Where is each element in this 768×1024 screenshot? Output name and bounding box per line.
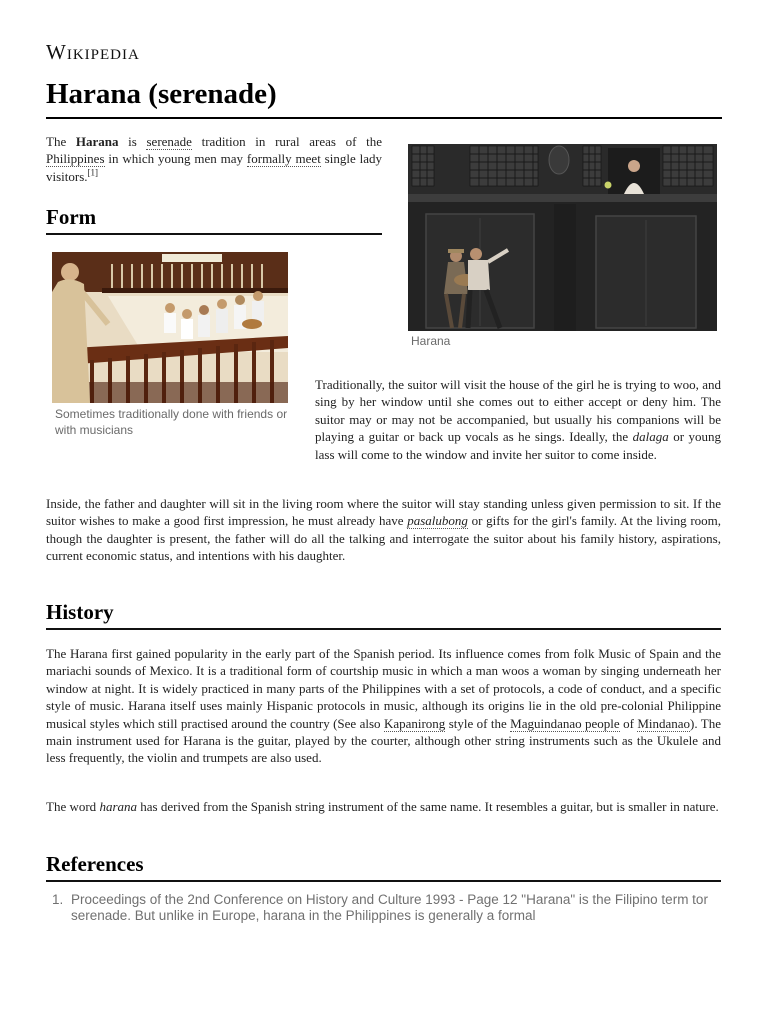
page-title: Harana (serenade) — [46, 78, 277, 110]
history-text: of — [619, 715, 638, 731]
history-text: The Harana first gained popularity in the early part of the Spanish period. Its influence comes from folk Music of Spain and the mariachi sounds of Mexico. It is a traditional form of courtship music in which a man woos a woman by singing underneath her window at night. It is widely practiced in many parts of the Philippines with a set of protocols, a code of conduct, and a specific style of music. Harana itself uses mainly Hispanic protocols in music, although its origins lie in the old pre-colonial Philippine musical styles which still practised around the country (See also — [46, 646, 721, 731]
link-formally-meet[interactable]: formally meet — [246, 151, 321, 167]
intro-text: The — [46, 134, 76, 149]
form-text: Inside, the father and daughter will sit in the living room where the suitor will stay standing unless given permission to sit. If the suitor wishes to make a good first impression, he must already have — [46, 496, 721, 529]
wikipedia-wordmark[interactable]: Wikipedia — [46, 40, 140, 64]
link-philippines[interactable]: Philippines — [46, 151, 105, 167]
harana-image[interactable] — [408, 144, 717, 331]
history-text: The word — [46, 799, 100, 814]
form-paragraph-2-block — [46, 495, 721, 565]
history-emphasis: harana — [99, 799, 137, 814]
history-paragraph-2-block — [46, 798, 721, 815]
link-pasalubong[interactable]: pasalubong — [407, 513, 468, 529]
reference-number: 1. — [52, 892, 64, 907]
form-text: or young lass will come to the window and invite her suitor to come inside. — [315, 429, 721, 462]
heading-form: Form — [46, 205, 97, 229]
reference-marker[interactable]: [1] — [87, 167, 99, 178]
references-list — [46, 892, 722, 924]
link-maguindanao-people[interactable]: Maguindanao people — [510, 715, 620, 731]
form-paragraph-2 — [46, 495, 721, 565]
intro-bold-term: Harana — [75, 134, 119, 149]
form-emphasis: dalaga — [632, 429, 669, 445]
intro-text: in which young men may — [104, 151, 247, 167]
history-text: ). The main instrument used for Harana is the guitar, played by the courter, although other string instruments such as the Ukulele and less frequently, the violin and trumpets are also used. — [46, 715, 721, 766]
history-paragraph-1-block — [46, 645, 721, 767]
link-serenade[interactable]: serenade — [146, 134, 192, 149]
form-text: or gifts for the girl's family. At the living room, though the daughter is present, the father will do all the talking and interrogate the suitor about his family history, aspirations, current economic status, and intentions with his daughter. — [46, 513, 722, 564]
form-paragraph-1-block — [315, 376, 721, 463]
reference-item — [46, 892, 722, 924]
history-text: has derived from the Spanish string instrument of the same name. It resembles a guitar, but is smaller in nature. — [137, 799, 719, 814]
heading-references-rule — [46, 880, 721, 882]
heading-history-rule — [46, 628, 721, 630]
stair-image-caption: Sometimes traditionally done with friends or with musicians — [55, 407, 288, 437]
intro-text: single lady visitors. — [46, 151, 382, 184]
history-paragraph-2 — [46, 798, 721, 815]
reference-text[interactable]: Proceedings of the 2nd Conference on History and Culture 1993 - Page 12 "Harana" is the Filipino term tor serenade. But unlike in Europe, harana in the Philippines is generally a formal — [71, 892, 708, 923]
link-kapanirong[interactable]: Kapanirong — [383, 715, 446, 731]
intro-section — [46, 133, 382, 185]
form-text: Traditionally, the suitor will visit the house of the girl he is trying to woo, and sing by her window until she comes out to either accept or deny him. The suitor may or may not be accompanied, but usually his companions will be playing a guitar or back up vocals as he sings. Ideally, the — [315, 377, 721, 445]
harana-image-caption: Harana — [411, 334, 451, 348]
heading-references: References — [46, 852, 144, 876]
history-paragraph-1 — [46, 645, 721, 767]
stair-illustration — [52, 252, 288, 403]
heading-form-rule — [46, 233, 382, 235]
intro-text: is — [118, 134, 147, 149]
stair-image[interactable] — [52, 252, 288, 403]
heading-history: History — [46, 600, 114, 624]
intro-paragraph — [46, 133, 382, 185]
intro-text: tradition in rural areas of the — [191, 134, 382, 149]
harana-illustration — [408, 144, 717, 331]
history-text: style of the — [445, 715, 511, 731]
link-mindanao[interactable]: Mindanao — [637, 715, 691, 731]
title-underline — [46, 117, 722, 119]
form-paragraph-1 — [315, 376, 721, 463]
